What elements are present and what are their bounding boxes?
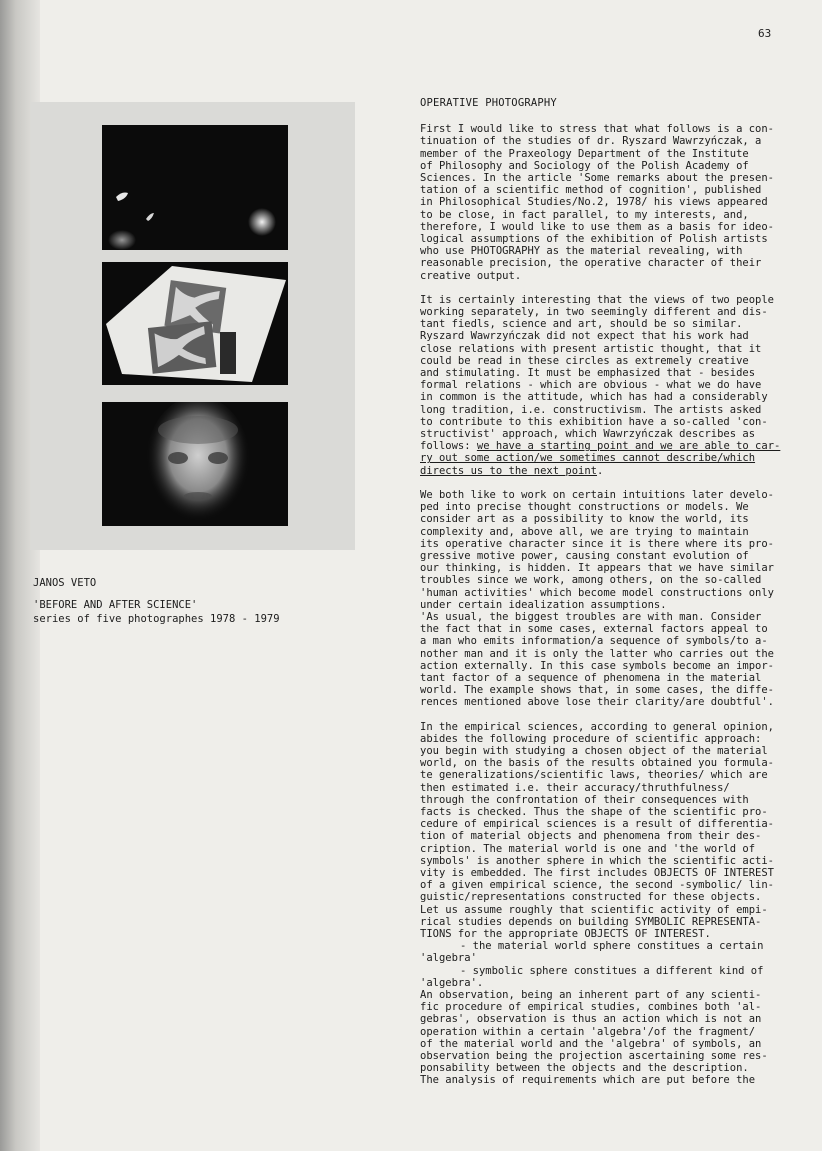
paragraph-2-end: . xyxy=(597,464,604,477)
photo-blurred-face xyxy=(102,402,288,526)
paragraph-2-main: It is certainly interesting that the views of two people working separately, in two seemingly different and dis- tant fiedls, science and art, should be so similar. Ryszard Wawrzyńczak did not expect that his work had close relations with present artistic thought, that it could be read in these circles as extremely creative and stimulating. It must be emphasized that - besides formal relations - which are obvious - what we do have in common is the attitude, which has had a considerably long tradition, i.e. constructivism. The artists asked to contribute to this exhibition have a so-called 'con- structivist' approach, which Wawrzyńczak describes as follows: xyxy=(420,293,775,453)
dash-item-2: - symbolic sphere constitues a different kind of xyxy=(460,964,764,977)
caption-title xyxy=(33,598,280,626)
dash-item-1-cont: 'algebra' xyxy=(420,952,477,965)
photo-dark-lights-image xyxy=(102,125,288,250)
photo-hands-prints xyxy=(102,262,288,385)
dash-item-2-cont: 'algebra'. xyxy=(420,976,484,989)
article-heading: OPERATIVE PHOTOGRAPHY xyxy=(420,97,557,109)
caption-author: JANOS VETO xyxy=(33,577,97,589)
paragraph-3: We both like to work on certain intuitions later develo- ped into precise thought constructions or models. We consider art as a possibility to know the world, its complexity and, above all, we are trying to maintain its operative character since it is there where its pro- gressive motive power, causing constant evolution of our thinking, is hidden. It appears that we have similar troubles since we work, among others, on the so-called 'human activities' which become model constructions only under certain idealization assumptions. 'As usual, the biggest troubles are with man. Consider the fact that in some cases, external factors appeal to a man who emits information/a sequence of symbols/to a- nother man and it is only the latter who carries out the action externally. In this case symbols become an impor- tant factor of a sequence of phenomena in the material world. The example shows that, in some cases, the diffe- rences mentioned above lose their clarity/are doubtful'. xyxy=(420,488,775,709)
page-number: 63 xyxy=(758,27,772,40)
photo-hands-prints-image xyxy=(102,262,288,385)
paragraph-2-quote: we have a starting point and we are able to car- ry out some action/we sometimes cannot describe/which directs us to the next point xyxy=(420,440,781,477)
caption-work-title: 'BEFORE AND AFTER SCIENCE' xyxy=(33,599,198,611)
dash-item-1: - the material world sphere constitues a certain xyxy=(460,940,764,953)
paragraph-5: An observation, being an inherent part of any scienti- fic procedure of empirical studies, combines both 'al- gebras', observation is thus an action which is not an operation within a certain 'algebra'/of the fragment/ of the material world and the 'algebra' of symbols, an observation being the projection ascertaining some res- ponsability between the objects and the description. The analysis of requirements which are put before the xyxy=(420,989,768,1087)
article xyxy=(420,97,810,1087)
paragraph-2 xyxy=(420,294,810,477)
paragraph-1: First I would like to stress that what follows is a con- tinuation of the studies of dr. Ryszard Wawrzyńczak, a member of the Praxeology Department of the Institute of Philosophy and Sociology of the Polish Academy of Sciences. In the article 'Some remarks about the presen- tation of a scientific method of cognition', published in Philosophical Studies/No.2, 1978/ his views appeared to be close, in fact parallel, to my interests, and, therefore, I would like to use them as a basis for ideo- logical assumptions of the exhibition of Polish artists who use PHOTOGRAPHY as the material revealing, with reasonable precision, the operative character of their creative output. xyxy=(420,123,775,282)
photo-blurred-face-image xyxy=(102,402,288,526)
caption-series: series of five photographes 1978 - 1979 xyxy=(33,613,280,625)
photo-dark-lights xyxy=(102,125,288,250)
paragraph-4: In the empirical sciences, according to general opinion, abides the following procedure of scientific approach: you begin with studying a chosen object of the material world, on the basis of the results obtained you formula- te generalizations/scientific laws, theories/ which are then estimated i.e. their accuracy/thruthfulness/ through the confrontation of their consequences with facts is checked. Thus the shape of the scientific pro- cedure of empirical sciences is a result of differentia- tion of material objects and phenomena from their des- cription. The material world is one and 'the world of symbols' is another sphere in which the scientific acti- vity is embedded. The first includes OBJECTS OF INTEREST of a given empirical science, the second -symbolic/ lin- guistic/representations constructed for these objects. Let us assume roughly that scientific activity of empi- rical studies depends on building SYMBOLIC REPRESENTA- TIONS for the appropriate OBJECTS OF INTEREST. xyxy=(420,720,775,940)
photo-plate xyxy=(31,102,355,550)
